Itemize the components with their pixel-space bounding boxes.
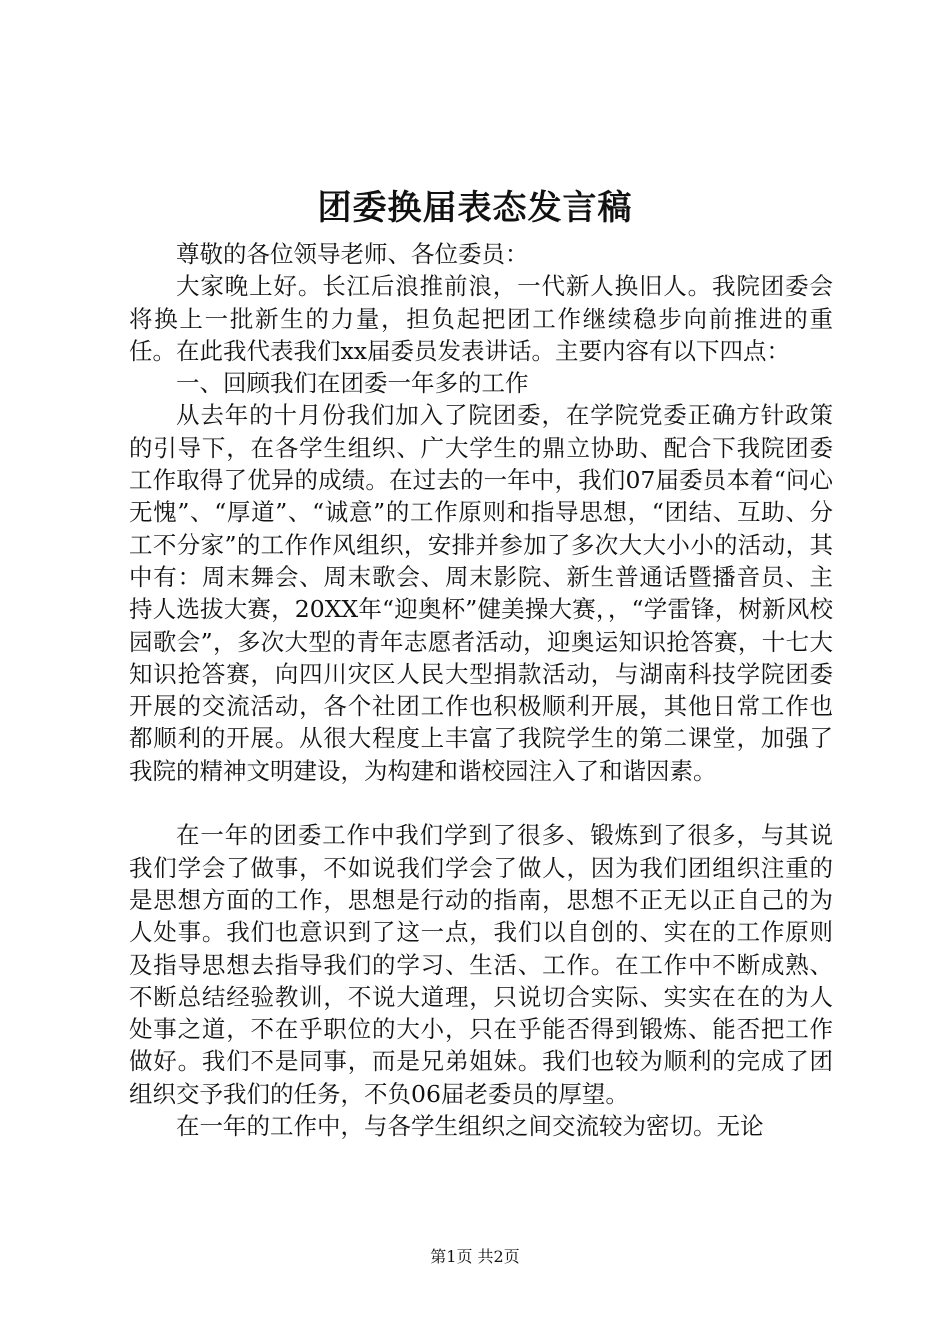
paragraph-spacer [129,787,833,819]
paragraph-lessons: 在一年的团委工作中我们学到了很多、锻炼到了很多，与其说我们学会了做事，不如说我们学会了做人，因为我们团组织注重的是思想方面的工作，思想是行动的指南，思想不正无以正自己的为人处事。我们也意识到了这一点，我们以自创的、实在的工作原则及指导思想去指导我们的学习、生活、工作。在工作中不断成熟、不断总结经验教训，不说大道理，只说切合实际、实实在在的为人处事之道，不在乎职位的大小，只在乎能否得到锻炼、能否把工作做好。我们不是同事，而是兄弟姐妹。我们也较为顺利的完成了团组织交予我们的任务，不负06届老委员的厚望。 [129,821,833,1108]
paragraph-review: 从去年的十月份我们加入了院团委，在学院党委正确方针政策的引导下，在各学生组织、广大学生的鼎立协助、配合下我院团委工作取得了优异的成绩。在过去的一年中，我们07届委员本着“问心无愧”、“厚道”、“诚意”的工作原则和指导思想，“团结、互助、分工不分家”的工作作风组织，安排并参加了多次大大小小的活动，其中有：周末舞会、周末歌会、周末影院、新生普通话暨播音员、主持人选拔大赛，20XX年“迎奥杯”健美操大赛，，“学雷锋，树新风校园歌会”，多次大型的青年志愿者活动，迎奥运知识抢答赛，十七大知识抢答赛，向四川灾区人民大型捐款活动，与湖南科技学院团委开展的交流活动，各个社团工作也积极顺利开展，其他日常工作也都顺利的开展。从很大程度上丰富了我院学生的第二课堂，加强了我院的精神文明建设，为构建和谐校园注入了和谐因素。 [129,401,833,785]
page-footer: 第1页 共2页 [430,1247,520,1266]
paragraph-salutation: 尊敬的各位领导老师、各位委员： [176,240,529,268]
paragraph-cooperation: 在一年的工作中，与各学生组织之间交流较为密切。无论 [176,1112,764,1141]
document-body [129,238,833,1142]
section-heading-1: 一、回顾我们在团委一年多的工作 [176,369,529,398]
paragraph-opening: 大家晚上好。长江后浪推前浪，一代新人换旧人。我院团委会将换上一批新生的力量，担负起把团工作继续稳步向前推进的重任。在此我代表我们xx届委员发表讲话。主要内容有以下四点： [129,272,833,365]
document-title: 团委换届表态发言稿 [317,188,633,228]
